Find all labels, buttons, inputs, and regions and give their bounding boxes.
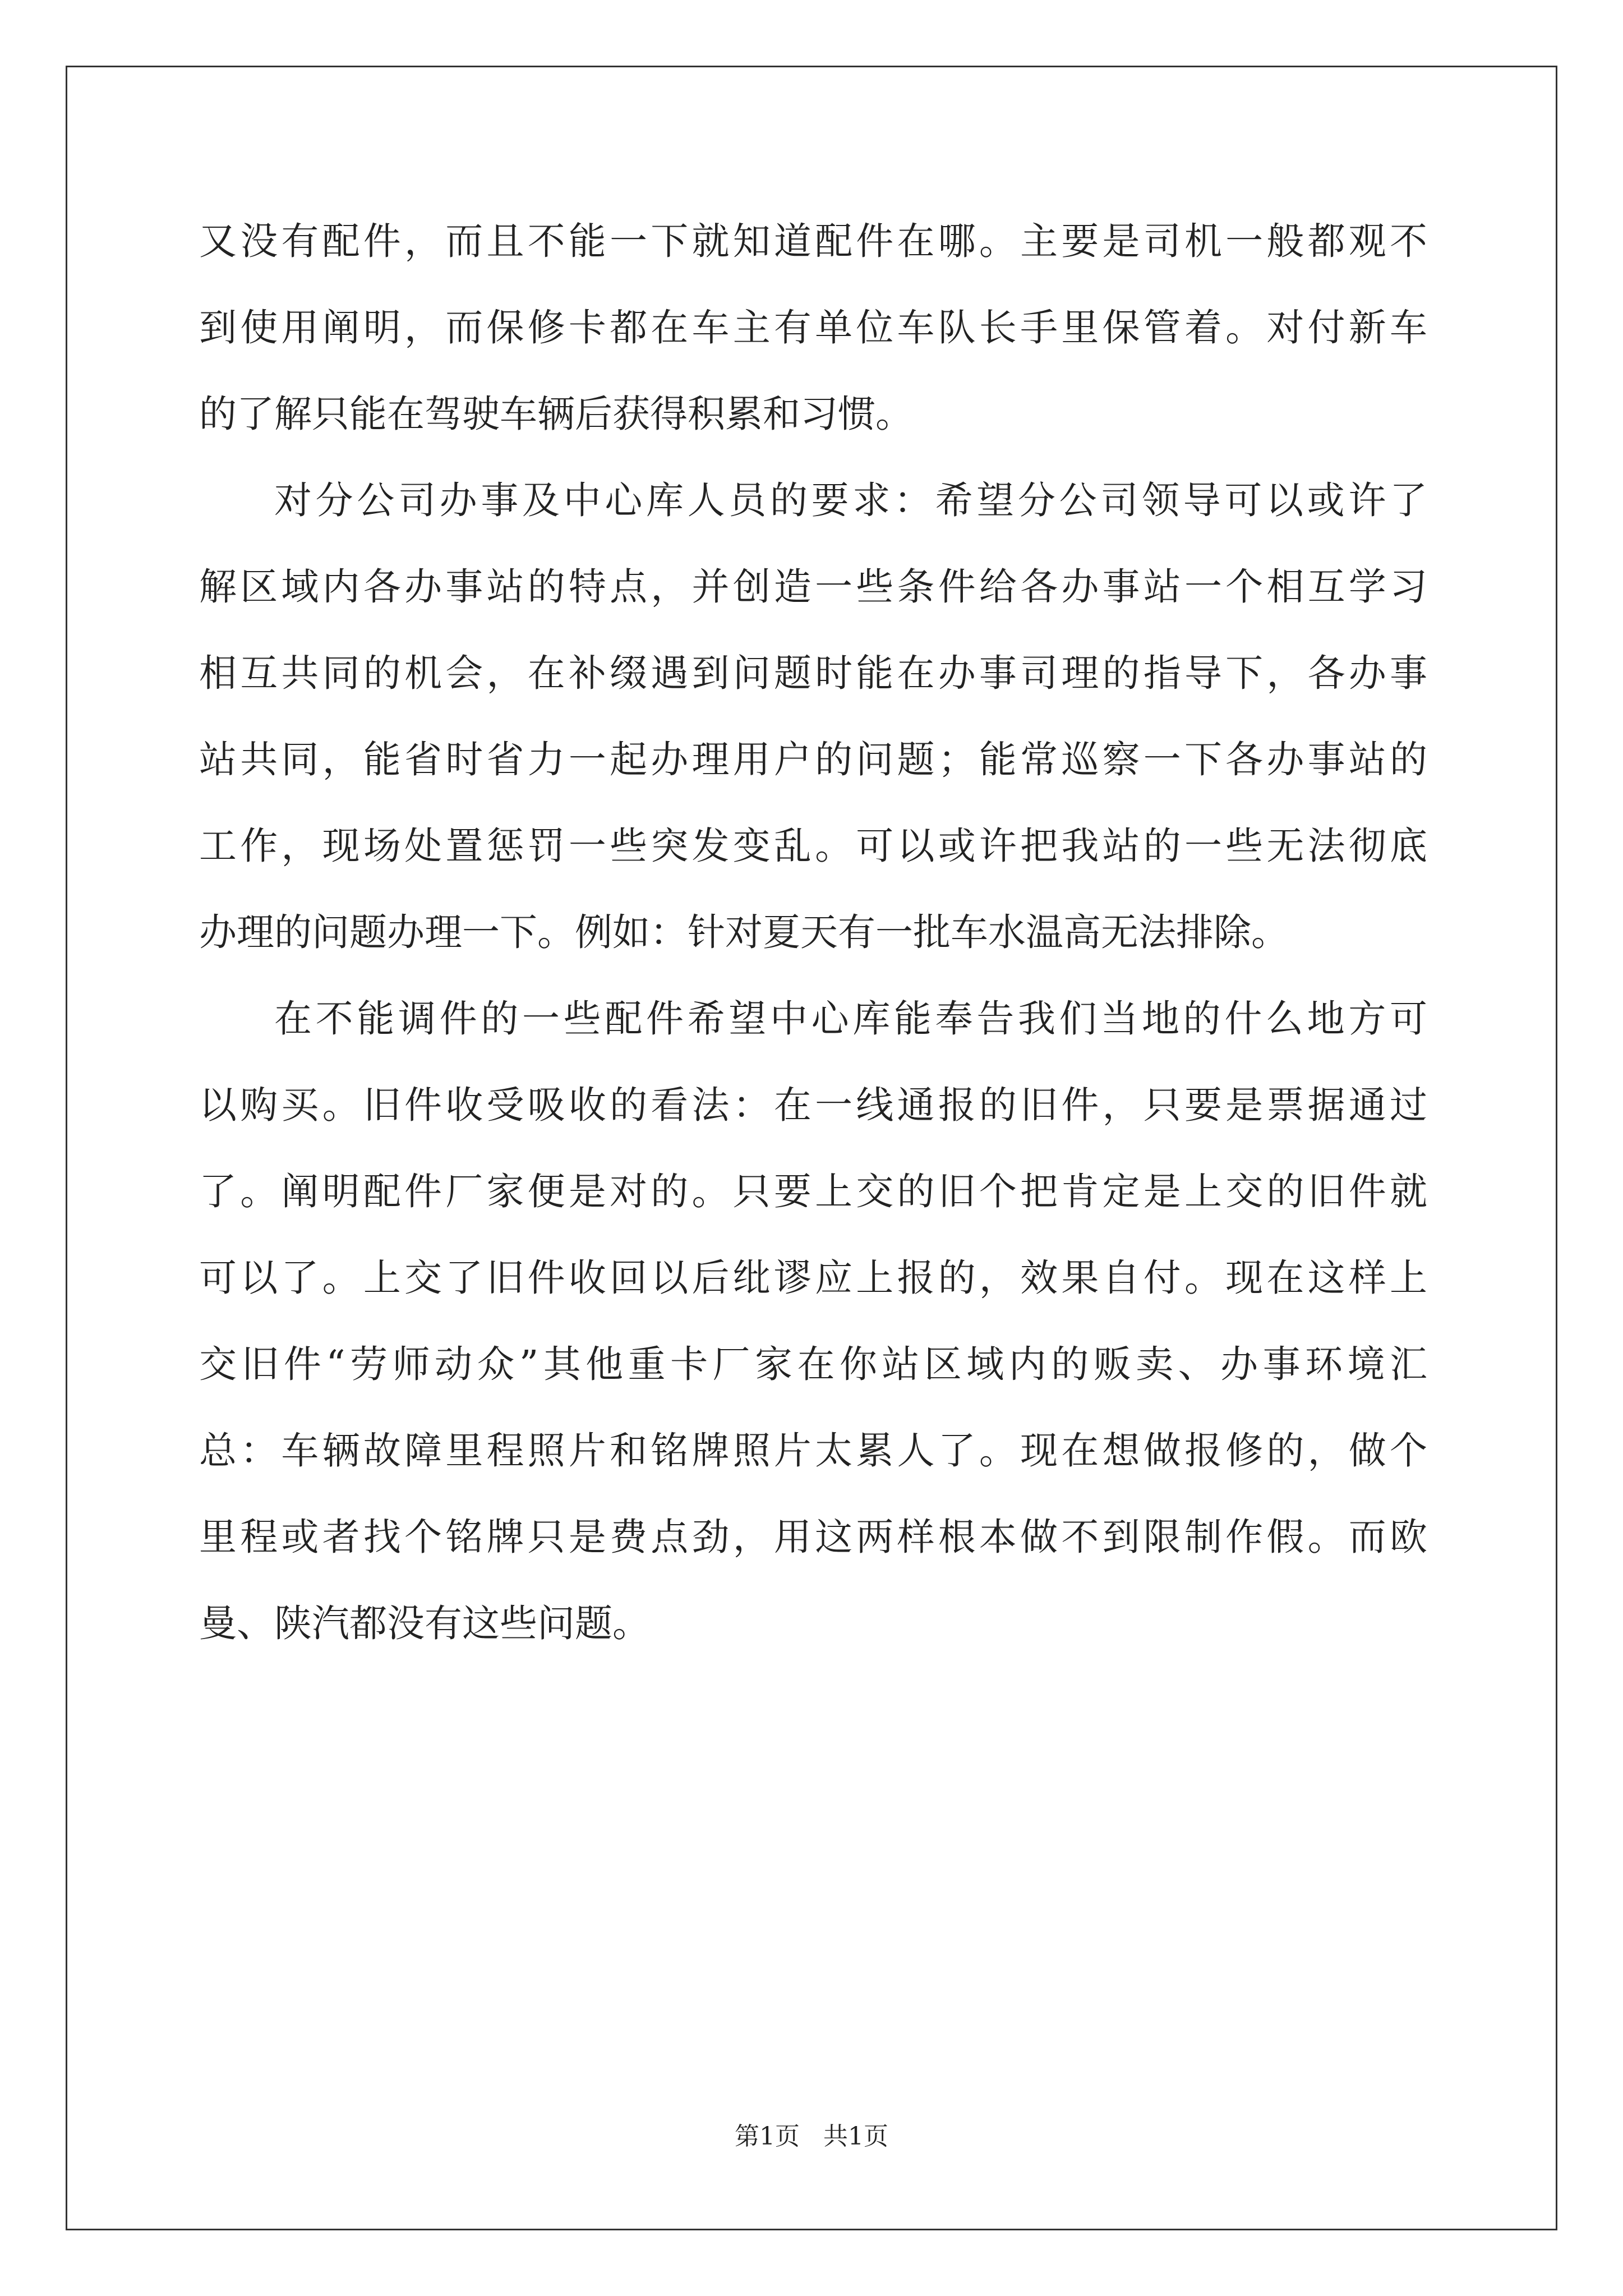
text-line: 交旧件“劳师动众”其他重卡厂家在你站区域内的贩卖、办事环境汇	[199, 1342, 1427, 1386]
paragraph	[199, 198, 1427, 457]
text-line: 工作，现场处置惩罚一些突发变乱。可以或许把我站的一些无法彻底	[199, 824, 1427, 868]
text-line: 解区域内各办事站的特点，并创造一些条件给各办事站一个相互学习	[199, 565, 1427, 609]
text-line: 对分公司办事及中心库人员的要求：希望分公司领导可以或许了	[274, 478, 1427, 522]
paragraph	[199, 976, 1427, 1667]
text-line: 了。阐明配件厂家便是对的。只要上交的旧个把肯定是上交的旧件就	[199, 1170, 1427, 1213]
paragraph	[199, 457, 1427, 976]
text-line: 可以了。上交了旧件收回以后纰谬应上报的，效果自付。现在这样上	[199, 1256, 1427, 1300]
text-line: 总：车辆故障里程照片和铭牌照片太累人了。现在想做报修的，做个	[199, 1429, 1427, 1473]
document-body	[199, 198, 1427, 1667]
text-line: 又没有配件，而且不能一下就知道配件在哪。主要是司机一般都观不	[199, 219, 1427, 263]
text-line: 相互共同的机会，在补缀遇到问题时能在办事司理的指导下，各办事	[199, 651, 1427, 695]
text-line: 的了解只能在驾驶车辆后获得积累和习惯。	[199, 392, 913, 436]
text-line: 办理的问题办理一下。例如：针对夏天有一批车水温高无法排除。	[199, 910, 1289, 954]
text-line: 到使用阐明，而保修卡都在车主有单位车队长手里保管着。对付新车	[199, 306, 1427, 349]
text-line: 曼、陕汽都没有这些问题。	[199, 1602, 650, 1645]
text-line: 以购买。旧件收受吸收的看法：在一线通报的旧件，只要是票据通过	[199, 1083, 1427, 1127]
page-footer: 第1页 共1页	[735, 2122, 888, 2151]
text-line: 里程或者找个铭牌只是费点劲，用这两样根本做不到限制作假。而欧	[199, 1515, 1427, 1559]
text-line: 在不能调件的一些配件希望中心库能奉告我们当地的什么地方可	[274, 997, 1427, 1041]
text-line: 站共同，能省时省力一起办理用户的问题；能常巡察一下各办事站的	[199, 738, 1427, 781]
